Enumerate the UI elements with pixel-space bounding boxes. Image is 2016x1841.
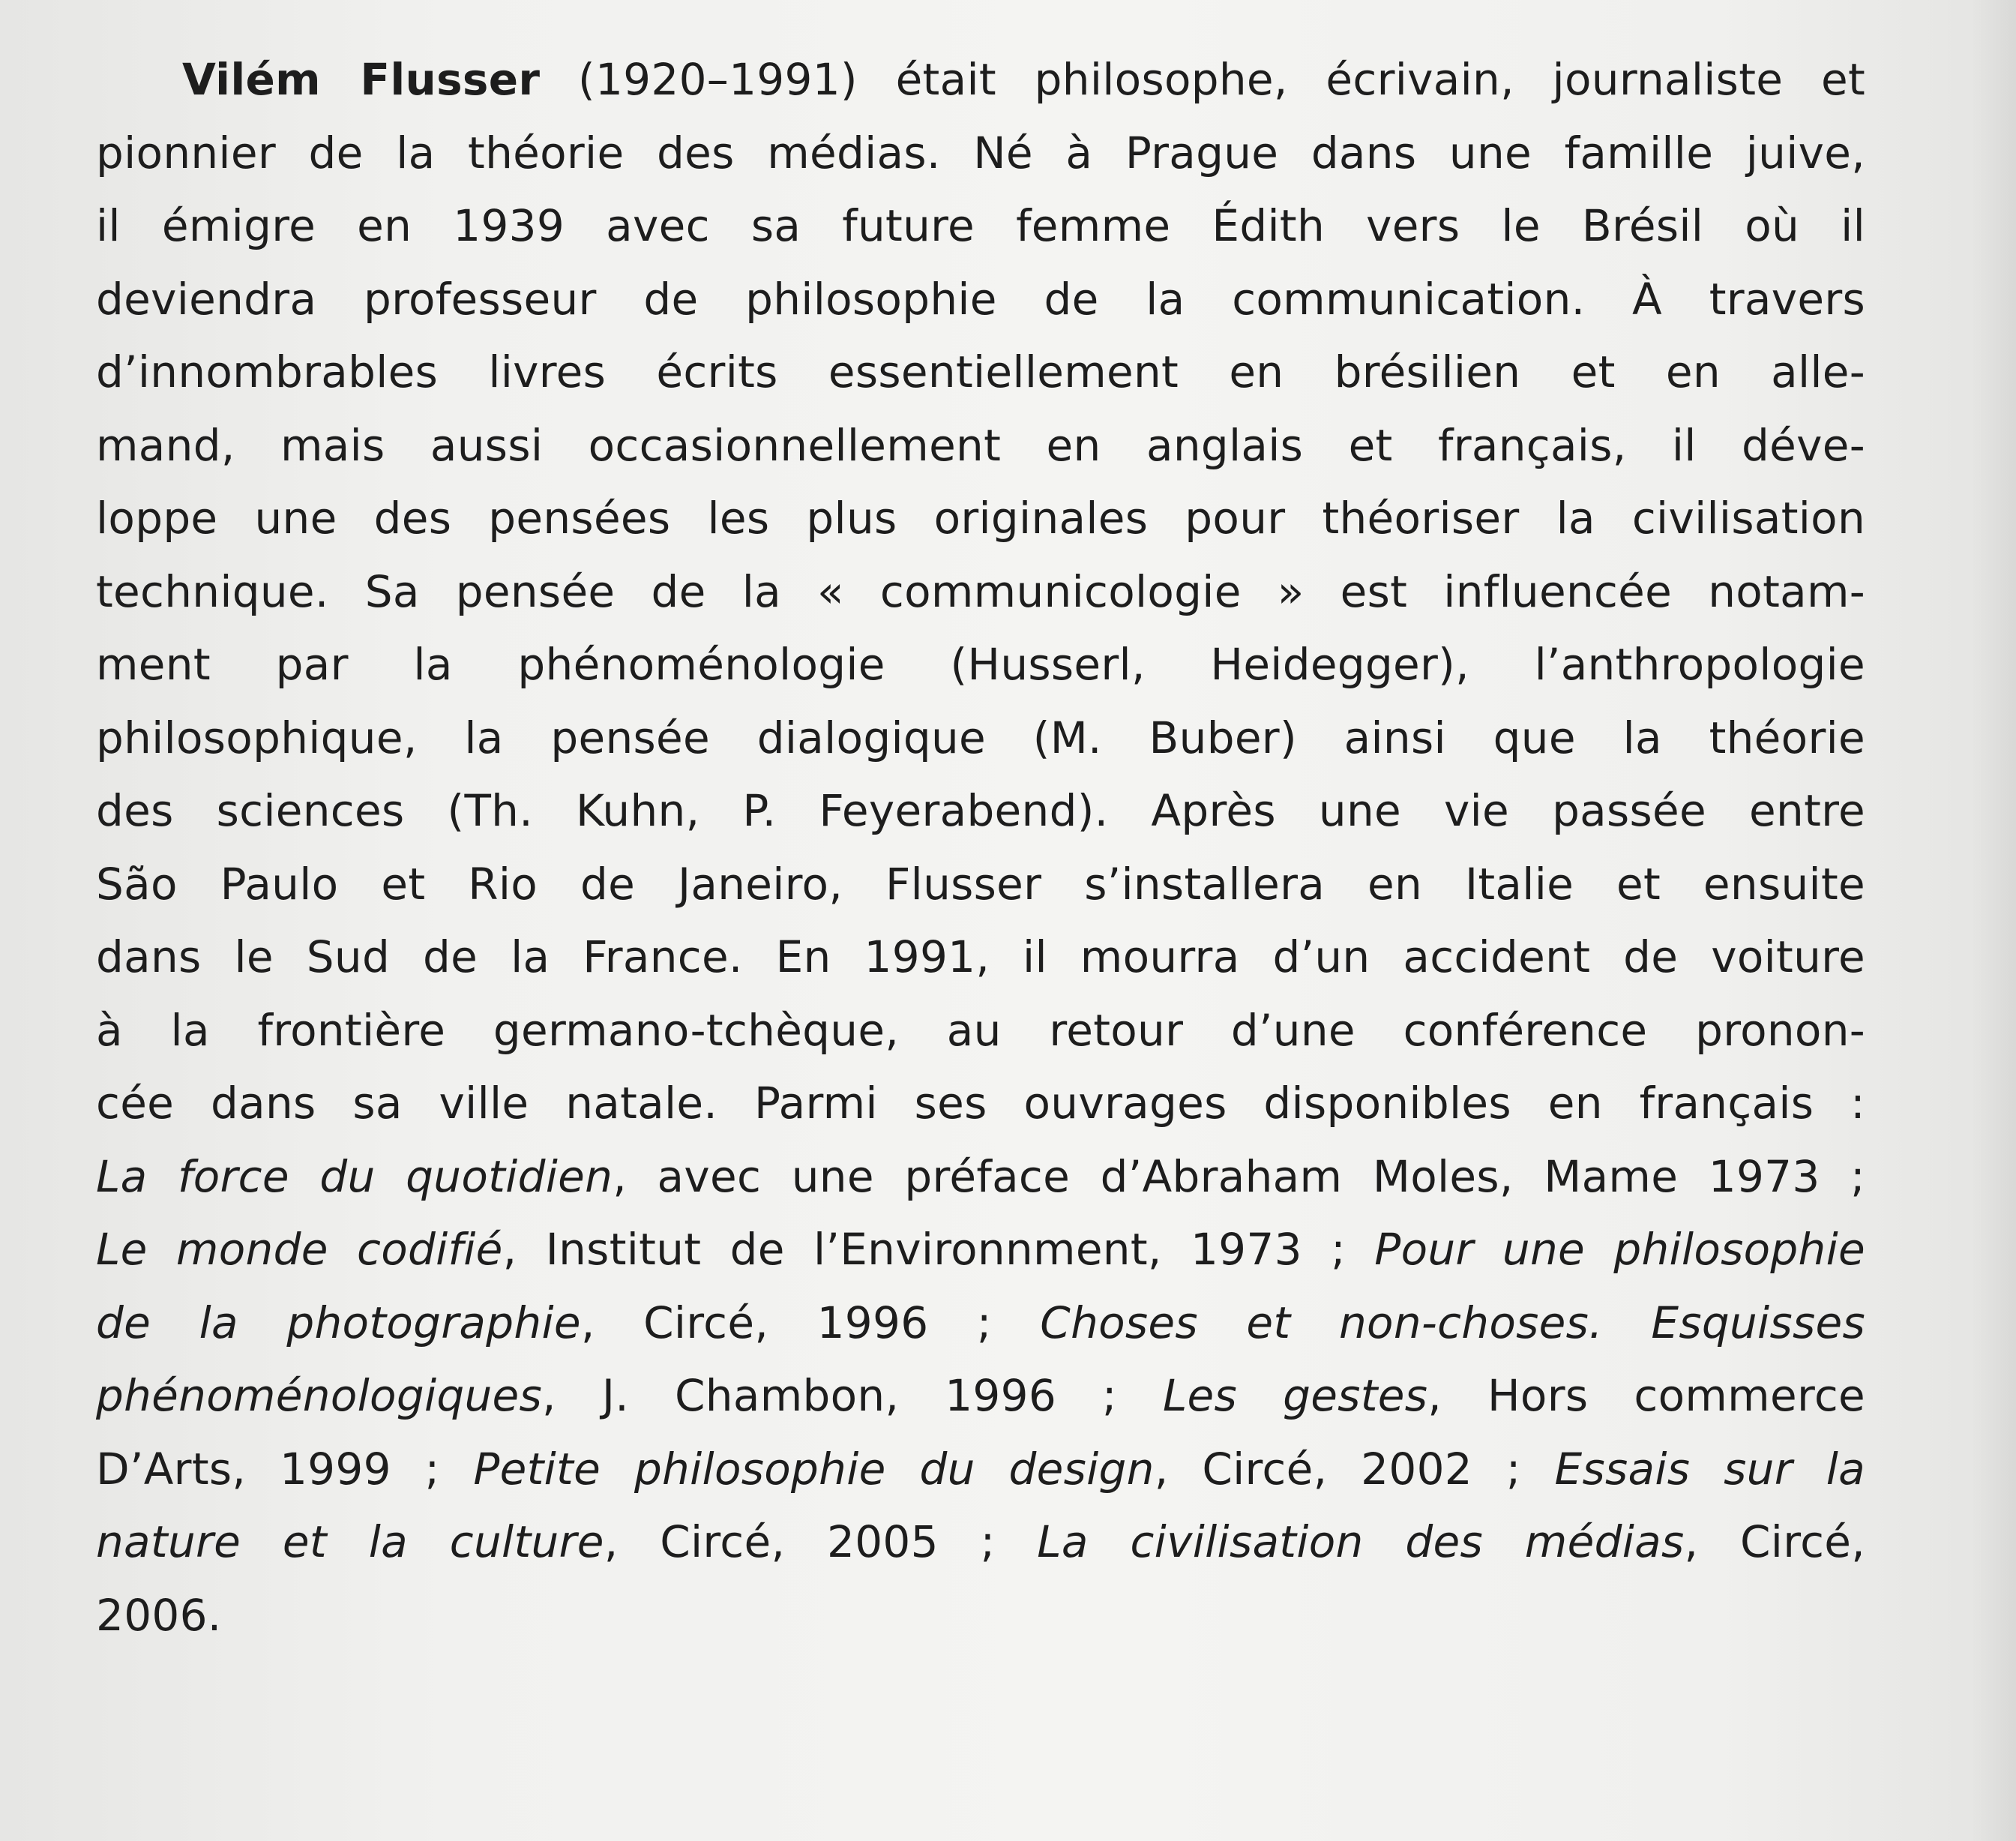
text-line (96, 1506, 1865, 1579)
text-line (96, 1579, 1865, 1653)
text-line (96, 1360, 1865, 1433)
text-line (96, 921, 1865, 994)
book-title: nature et la culture (96, 1516, 604, 1567)
text-line (96, 1433, 1865, 1507)
book-title: La civilisation des médias (1037, 1516, 1685, 1567)
text-run: , Institut de l’Environnment, 1973 ; (502, 1224, 1375, 1275)
text-run: d’innombrables livres écrits essentiellement en brésilien et en alle- (96, 346, 1865, 397)
book-title: La force du quotidien (96, 1150, 613, 1202)
page-edge-shadow (1971, 0, 2016, 1841)
book-title: Pour une philosophie (1374, 1224, 1866, 1275)
text-line (96, 482, 1865, 556)
text-line (96, 1213, 1865, 1287)
text-run: D’Arts, 1999 ; (96, 1443, 474, 1495)
text-run: 2006. (96, 1589, 222, 1641)
text-run: ment par la phénoménologie (Husserl, Heidegger), l’anthropologie (96, 639, 1865, 690)
text-line (96, 1141, 1865, 1214)
text-run: pionnier de la théorie des médias. Né à Prague dans une famille juive, (96, 127, 1865, 178)
text-run: , Circé, (1684, 1516, 1866, 1567)
book-title: de la photographie (96, 1297, 581, 1348)
text-line (96, 190, 1865, 263)
text-run: il émigre en 1939 avec sa future femme Édith vers le Brésil où il (96, 200, 1865, 251)
text-line (96, 848, 1865, 922)
text-run: , Circé, 1996 ; (580, 1297, 1041, 1348)
text-run: , Hors commerce (1427, 1370, 1866, 1421)
text-line (96, 994, 1865, 1068)
text-run: , avec une préface d’Abraham Moles, Mame 1973 ; (613, 1150, 1866, 1202)
text-run: des sciences (Th. Kuhn, P. Feyerabend). Après une vie passée entre (96, 785, 1865, 836)
author-name: Vilém Flusser (182, 54, 541, 105)
text-run: São Paulo et Rio de Janeiro, Flusser s’installera en Italie et ensuite (96, 858, 1865, 910)
text-line (96, 263, 1865, 337)
text-run: à la frontière germano-tchèque, au retour d’une conférence pronon- (96, 1004, 1865, 1056)
text-line (96, 336, 1865, 409)
text-run: technique. Sa pensée de la « communicologie » est influencée notam- (96, 565, 1865, 617)
book-title: Le monde codifié (96, 1224, 503, 1275)
text-line (96, 43, 1865, 117)
text-run: , J. Chambon, 1996 ; (542, 1370, 1163, 1421)
text-line (96, 775, 1865, 848)
text-run: dans le Sud de la France. En 1991, il mourra d’un accident de voiture (96, 931, 1865, 982)
text-run: (1920–1991) était philosophe, écrivain, journaliste et (540, 54, 1865, 105)
text-line (96, 1067, 1865, 1141)
text-line (96, 1287, 1865, 1360)
book-title: Essais sur la (1554, 1443, 1865, 1495)
text-line (96, 117, 1865, 190)
text-run: cée dans sa ville natale. Parmi ses ouvrages disponibles en français : (96, 1078, 1865, 1129)
book-title: Petite philosophie du design (473, 1443, 1155, 1495)
text-run: mand, mais aussi occasionnellement en anglais et français, il déve- (96, 419, 1865, 471)
text-line (96, 628, 1865, 702)
text-line (96, 556, 1865, 629)
text-line (96, 409, 1865, 483)
book-title: Les gestes (1162, 1370, 1428, 1421)
book-title: Choses et non-choses. Esquisses (1040, 1297, 1865, 1348)
text-line (96, 702, 1865, 775)
author-biography-paragraph (96, 43, 1865, 1652)
text-run: philosophique, la pensée dialogique (M. Buber) ainsi que la théorie (96, 712, 1865, 763)
text-run: loppe une des pensées les plus originales pour théoriser la civilisation (96, 493, 1865, 544)
text-run: deviendra professeur de philosophie de la communication. À travers (96, 273, 1865, 325)
text-run: , Circé, 2005 ; (604, 1516, 1038, 1567)
text-run: , Circé, 2002 ; (1154, 1443, 1555, 1495)
book-title: phénoménologiques (96, 1370, 543, 1421)
